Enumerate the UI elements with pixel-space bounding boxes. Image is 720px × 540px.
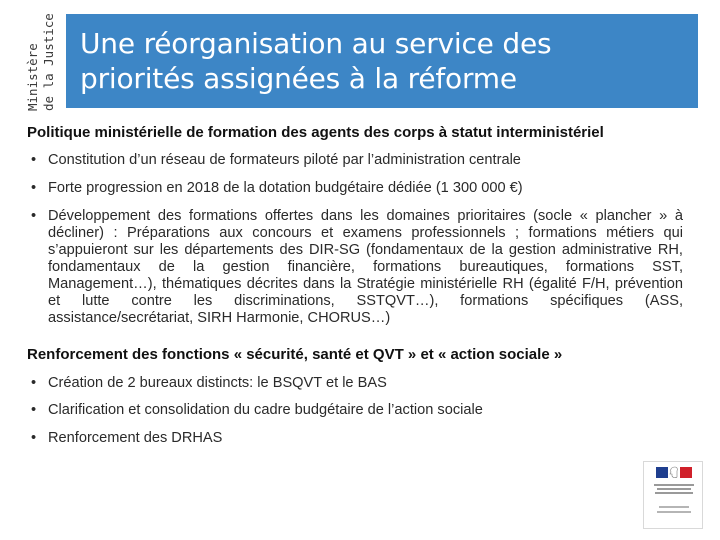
marianne-profile-icon bbox=[666, 466, 682, 479]
bullet-marker: • bbox=[31, 180, 37, 196]
title-line-1: Une réorganisation au service des bbox=[80, 27, 552, 60]
list-item-text: Forte progression en 2018 de la dotation budgétaire dédiée (1 300 000 €) bbox=[48, 180, 523, 196]
ministry-marianne-logo bbox=[643, 461, 703, 529]
section-heading-training: Politique ministérielle de formation des agents des corps à statut interministériel bbox=[27, 124, 604, 141]
section-heading-safety: Renforcement des fonctions « sécurité, santé et QVT » et « action sociale » bbox=[27, 346, 563, 363]
title-banner bbox=[66, 14, 698, 108]
list-item-text: Création de 2 bureaux distincts: le BSQVT et le BAS bbox=[48, 375, 387, 391]
list-item-text: Constitution d’un réseau de formateurs piloté par l’administration centrale bbox=[48, 152, 521, 168]
ministry-vertical-logo bbox=[12, 10, 60, 112]
list-item bbox=[31, 430, 683, 447]
list-item bbox=[31, 402, 683, 419]
list-item bbox=[31, 180, 683, 197]
republic-motto-lines bbox=[652, 484, 696, 496]
brand-line-2: de la Justice bbox=[41, 13, 56, 111]
list-item bbox=[31, 208, 683, 327]
list-item-text: Développement des formations offertes dans les domaines prioritaires (socle « plancher » à décliner) : Préparations aux concours et examens professionnels ; formations métiers qui s’appuieront sur les départements des DIR-SG (fondamentaux de la gestion administrative RH, fondamentaux de la gestion financière, formations bureautiques, formations SST, Management…), thématiques décrites dans la Stratégie ministérielle RH (égalité F/H, prévention et lutte contre les discriminations, SSTQVT…), formations spécifiques (ASS, assistance/secrétariat, SIRH Harmonie, CHORUS…) bbox=[48, 208, 683, 326]
list-item bbox=[31, 375, 683, 392]
title-line-2: priorités assignées à la réforme bbox=[80, 62, 517, 95]
ministry-name-lines bbox=[652, 506, 696, 516]
list-item bbox=[31, 152, 683, 169]
bullet-marker: • bbox=[31, 375, 37, 391]
brand-line-1: Ministère bbox=[25, 43, 40, 111]
bullet-marker: • bbox=[31, 208, 37, 224]
list-item-text: Clarification et consolidation du cadre budgétaire de l’action sociale bbox=[48, 402, 483, 418]
bullet-marker: • bbox=[31, 402, 37, 418]
slide-title bbox=[80, 26, 684, 96]
bullet-marker: • bbox=[31, 430, 37, 446]
list-item-text: Renforcement des DRHAS bbox=[48, 430, 223, 446]
bullet-marker: • bbox=[31, 152, 37, 168]
